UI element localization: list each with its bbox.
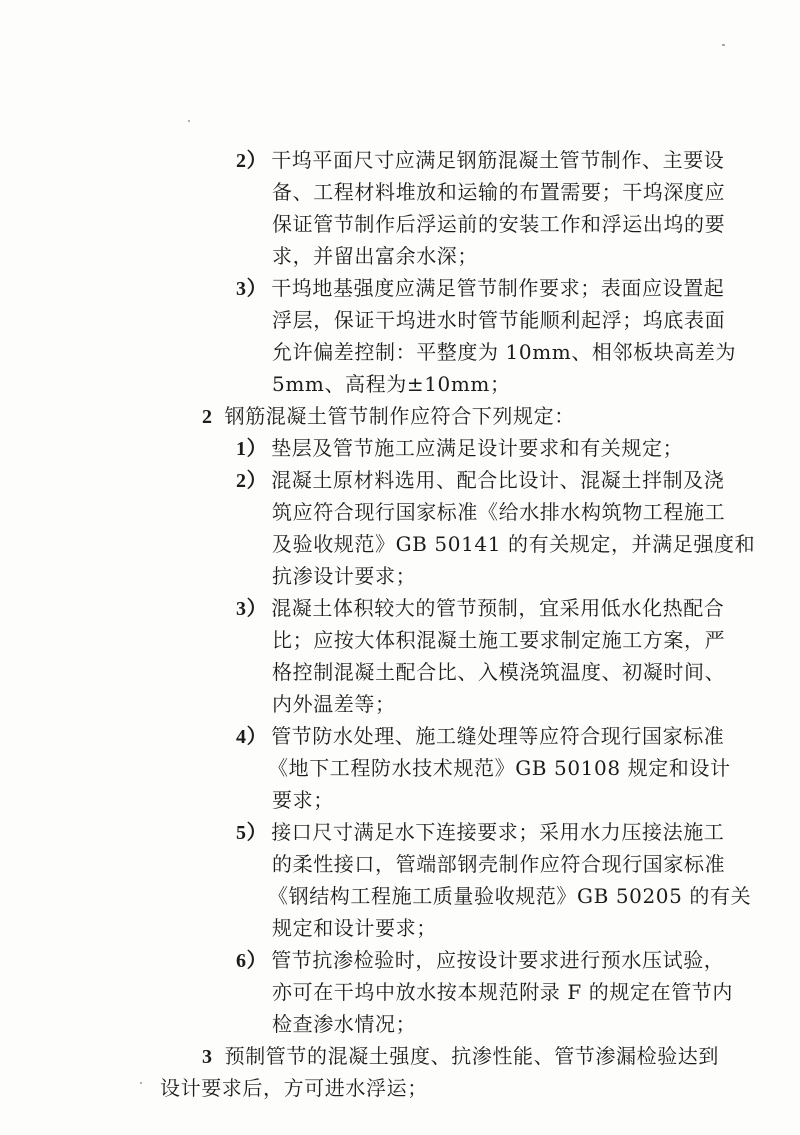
item-line: 干坞平面尺寸应满足钢筋混凝土管节制作、主要设 <box>271 148 725 172</box>
item-line: 抗渗设计要求； <box>272 564 417 588</box>
item-number: 5） <box>236 822 268 844</box>
item-number: 4） <box>236 726 268 748</box>
item-number: 1） <box>236 438 268 460</box>
item-line: 要求； <box>272 788 334 812</box>
item-line: 干坞地基强度应满足管节制作要求；表面应设置起 <box>271 276 725 300</box>
clause-line: 钢筋混凝土管节制作应符合下列规定： <box>224 404 575 428</box>
scan-speck <box>188 120 190 122</box>
item-line: 接口尺寸满足水下连接要求；采用水力压接法施工 <box>271 820 725 844</box>
clause-line: 预制管节的混凝土强度、抗渗性能、管节渗漏检验达到 <box>224 1044 720 1068</box>
item-number: 2） <box>236 150 268 172</box>
scan-speck <box>140 1082 142 1084</box>
item-line: 《地下工程防水技术规范》GB 50108 规定和设计 <box>268 756 731 780</box>
item-line: 5mm、高程为±10mm； <box>272 372 511 396</box>
item-line: 允许偏差控制：平整度为 10mm、相邻板块高差为 <box>272 340 737 364</box>
item-line: 内外温差等； <box>272 692 396 716</box>
item-number: 2） <box>236 470 268 492</box>
clause-number: 2 <box>202 406 213 428</box>
item-number: 3） <box>236 278 268 300</box>
clause-line: 设计要求后，方可进水浮运； <box>160 1076 428 1100</box>
item-line: 筑应符合现行国家标准《给水排水构筑物工程施工 <box>272 500 726 524</box>
item-line: 保证管节制作后浮运前的安装工作和浮运出坞的要 <box>272 212 726 236</box>
item-line: 备、工程材料堆放和运输的布置需要；干坞深度应 <box>272 180 726 204</box>
scan-speck <box>722 44 725 46</box>
item-line: 格控制混凝土配合比、入模浇筑温度、初凝时间、 <box>272 660 726 684</box>
item-line: 的柔性接口，管端部钢壳制作应符合现行国家标准 <box>272 852 726 876</box>
item-line: 及验收规范》GB 50141 的有关规定，并满足强度和 <box>272 532 756 556</box>
item-line: 浮层，保证干坞进水时管节能顺利起浮；坞底表面 <box>272 308 726 332</box>
item-line: 比；应按大体积混凝土施工要求制定施工方案，严 <box>272 628 726 652</box>
clause-number: 3 <box>202 1046 213 1068</box>
item-line: 管节防水处理、施工缝处理等应符合现行国家标准 <box>271 724 725 748</box>
item-line: 垫层及管节施工应满足设计要求和有关规定； <box>271 436 684 460</box>
item-line: 亦可在干坞中放水按本规范附录 F 的规定在管节内 <box>272 980 733 1004</box>
item-line: 规定和设计要求； <box>272 916 437 940</box>
item-line: 管节抗渗检验时，应按设计要求进行预水压试验， <box>271 948 725 972</box>
item-line: 混凝土体积较大的管节预制，宜采用低水化热配合 <box>271 596 725 620</box>
item-number: 3） <box>236 598 268 620</box>
item-line: 检查渗水情况； <box>272 1012 417 1036</box>
item-line: 《钢结构工程施工质量验收规范》GB 50205 的有关 <box>268 884 752 908</box>
item-number: 6） <box>236 950 268 972</box>
item-line: 求，并留出富余水深； <box>272 244 478 268</box>
item-line: 混凝土原材料选用、配合比设计、混凝土拌制及浇 <box>271 468 725 492</box>
